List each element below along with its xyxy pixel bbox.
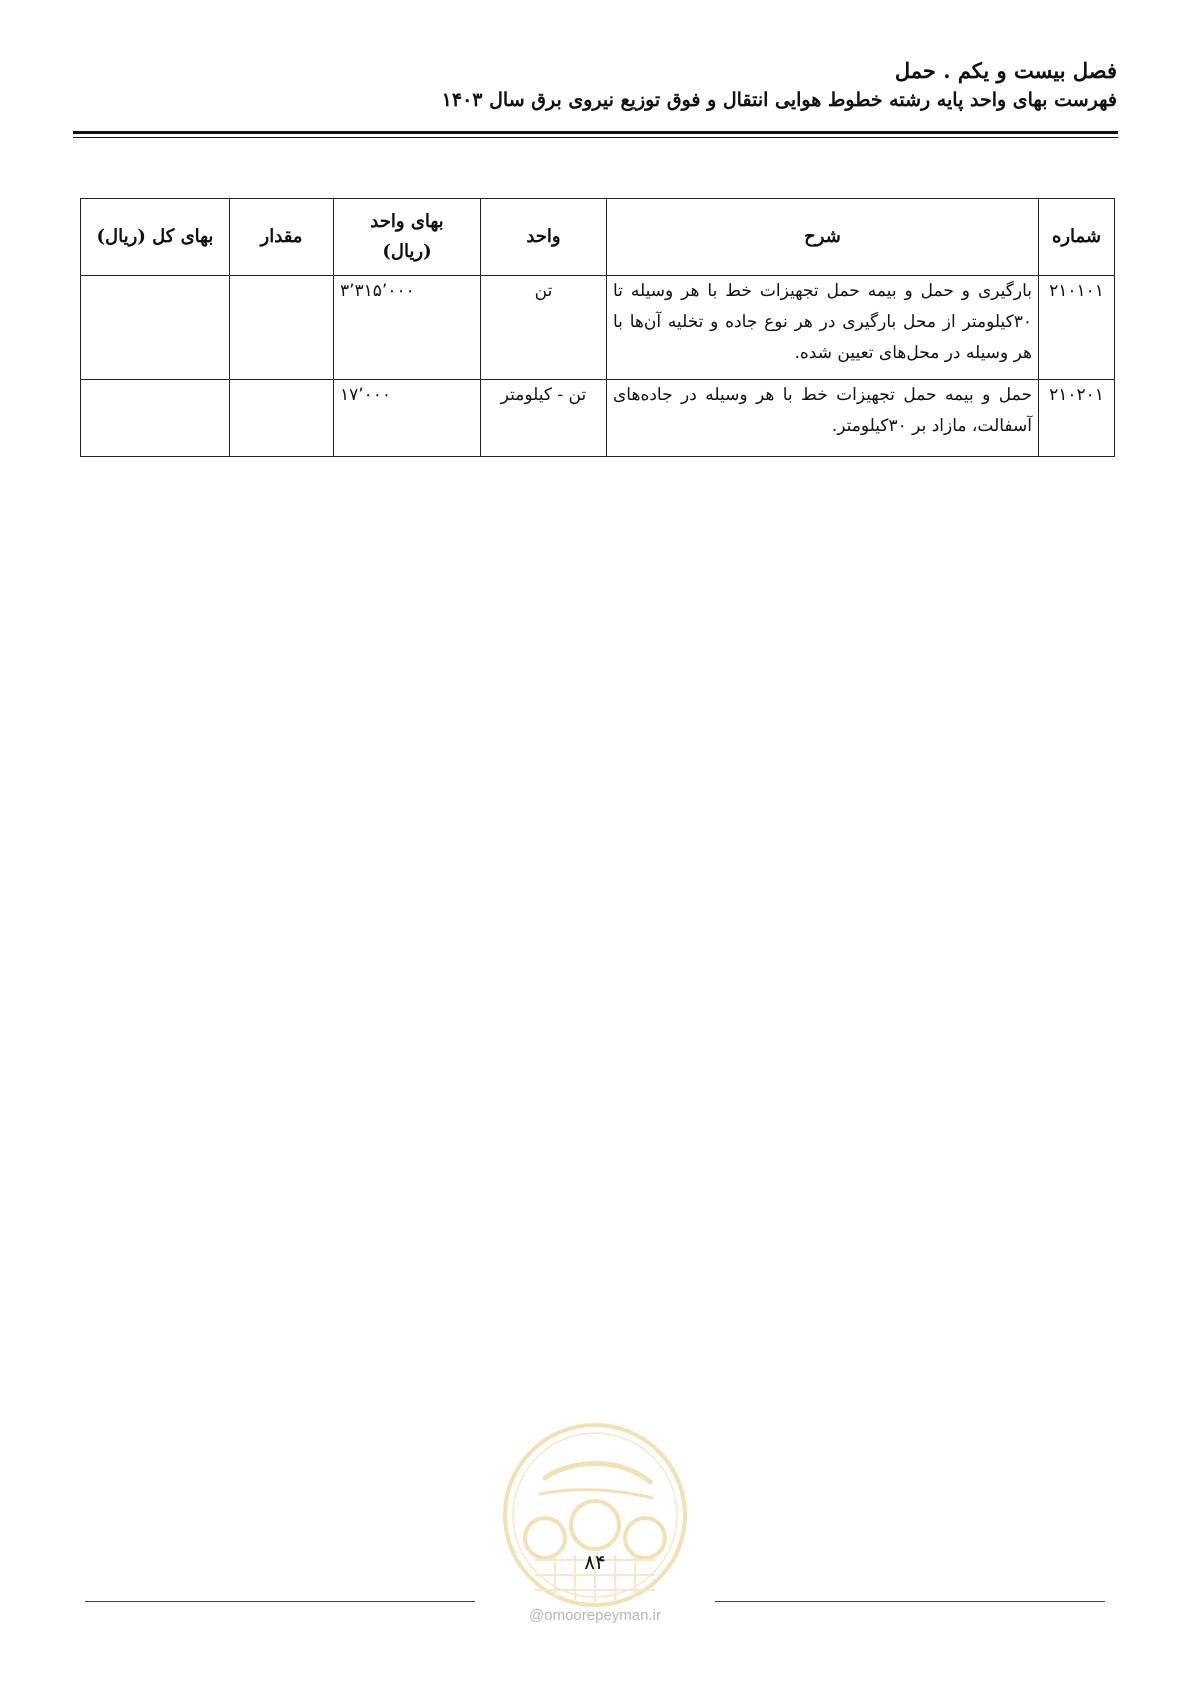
item-total: [81, 276, 230, 380]
column-header-quantity: مقدار: [230, 199, 334, 276]
footer-rule: [715, 1601, 1105, 1602]
table-header-row: [81, 199, 1115, 276]
table-row: [81, 276, 1115, 380]
website-watermark: @omoorepeyman.ir: [529, 1607, 661, 1624]
header-rule-thick: [73, 131, 1118, 134]
unit-price-header-line2: (ریال): [382, 241, 432, 262]
document-subtitle: فهرست بهای واحد پایه رشته خطوط هوایی انتقال و فوق توزیع نیروی برق سال ۱۴۰۳: [441, 89, 1117, 111]
column-header-unit-price: [334, 199, 481, 276]
column-header-total: بهای کل (ریال): [81, 199, 230, 276]
item-unit: تن: [481, 276, 607, 380]
item-unit-price: ۱۷٬۰۰۰: [334, 380, 481, 457]
page-number: ۸۴: [584, 1550, 606, 1574]
price-table: [80, 198, 1115, 457]
item-description: حمل و بیمه حمل تجهیزات خط با هر وسیله در جاده‌های آسفالت، مازاد بر ۳۰کیلومتر.: [607, 380, 1039, 457]
chapter-title: فصل بیست و یکم . حمل: [894, 58, 1117, 83]
table-row: [81, 380, 1115, 457]
item-unit-price: ۳٬۳۱۵٬۰۰۰: [334, 276, 481, 380]
item-unit: تن - کیلومتر: [481, 380, 607, 457]
header-rule-thin: [73, 137, 1118, 138]
footer-rule: [85, 1601, 475, 1602]
item-code: ۲۱۰۲۰۱: [1039, 380, 1115, 457]
item-quantity: [230, 380, 334, 457]
item-code: ۲۱۰۱۰۱: [1039, 276, 1115, 380]
item-description: بارگیری و حمل و بیمه حمل تجهیزات خط با هر وسیله تا ۳۰کیلومتر از محل بارگیری در هر نوع جاده و تخلیه آن‌ها با هر وسیله در محل‌های تعیین شده.: [607, 276, 1039, 380]
page-header: [74, 56, 1117, 114]
unit-price-header-line1: بهای واحد: [370, 211, 444, 232]
item-total: [81, 380, 230, 457]
column-header-description: شرح: [607, 199, 1039, 276]
watermark-logo: [500, 1420, 690, 1610]
column-header-unit: واحد: [481, 199, 607, 276]
column-header-code: شماره: [1039, 199, 1115, 276]
item-quantity: [230, 276, 334, 380]
